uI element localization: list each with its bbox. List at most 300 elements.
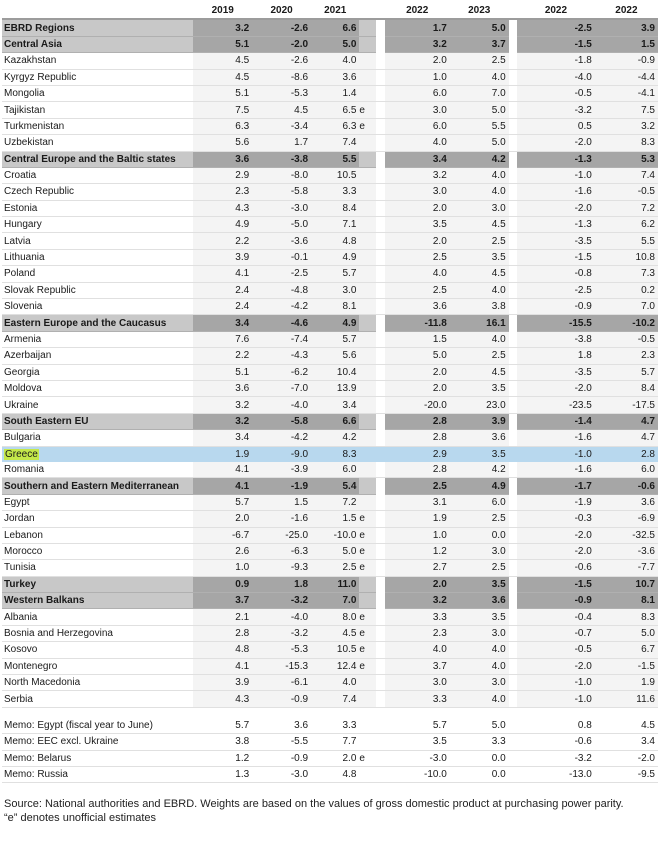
cell-separator: [376, 200, 384, 216]
cell-2022-alt: -4.1: [595, 85, 658, 101]
header-corner: [2, 3, 193, 19]
cell-2019: 2.9: [193, 167, 252, 183]
cell-2022-forecast: 4.0: [385, 266, 450, 282]
cell-2019: 0.9: [193, 576, 252, 592]
region-row: [2, 151, 658, 167]
col-header-2023-forecast: 2023: [450, 3, 509, 19]
cell-2020: -5.5: [252, 734, 311, 750]
cell-separator: [509, 609, 517, 625]
cell-separator: [509, 593, 517, 609]
cell-2023-forecast: 3.0: [450, 200, 509, 216]
cell-separator: [376, 642, 384, 658]
cell-2022-forecast: 1.2: [385, 543, 450, 559]
cell-2022-forecast: 3.1: [385, 494, 450, 510]
cell-separator: [376, 118, 384, 134]
cell-separator: [509, 200, 517, 216]
cell-2023-forecast: 16.1: [450, 315, 509, 331]
cell-2020: -6.2: [252, 364, 311, 380]
cell-2022-forecast: 2.0: [385, 576, 450, 592]
table-row: [2, 135, 658, 151]
row-label: Czech Republic: [2, 184, 193, 200]
cell-2023-forecast: 0.0: [450, 766, 509, 782]
cell-2022-forecast: 5.0: [385, 348, 450, 364]
cell-2022-revision: -1.6: [517, 462, 595, 478]
row-label: Hungary: [2, 217, 193, 233]
cell-2023-forecast: 3.5: [450, 576, 509, 592]
cell-2022-revision: -2.0: [517, 658, 595, 674]
cell-2023-forecast: 2.5: [450, 348, 509, 364]
table-row: [2, 625, 658, 641]
cell-separator: [376, 609, 384, 625]
cell-2023-forecast: 3.6: [450, 593, 509, 609]
region-name: EBRD Regions: [2, 19, 193, 36]
cell-estimate-flag: e: [359, 511, 376, 527]
cell-2020: -3.2: [252, 625, 311, 641]
cell-2022-alt: 5.7: [595, 364, 658, 380]
table-row: [2, 118, 658, 134]
cell-2021: -10.0: [311, 527, 359, 543]
cell-2022-revision: -0.8: [517, 266, 595, 282]
table-row: [2, 348, 658, 364]
cell-estimate-flag: [359, 69, 376, 85]
row-label: Egypt: [2, 494, 193, 510]
cell-2020: -5.8: [252, 184, 311, 200]
cell-2021: 7.4: [311, 691, 359, 707]
cell-2022-forecast: 2.0: [385, 364, 450, 380]
cell-2022-forecast: 4.0: [385, 642, 450, 658]
cell-2023-forecast: 3.9: [450, 413, 509, 429]
cell-estimate-flag: [359, 282, 376, 298]
cell-2022-forecast: -3.0: [385, 750, 450, 766]
cell-2021: 7.2: [311, 494, 359, 510]
row-label: Armenia: [2, 331, 193, 347]
cell-2019: 6.3: [193, 118, 252, 134]
cell-2023-forecast: 3.7: [450, 36, 509, 52]
cell-2019: 5.7: [193, 494, 252, 510]
cell-2019: 4.3: [193, 691, 252, 707]
cell-2019: 4.3: [193, 200, 252, 216]
cell-2022-forecast: 3.2: [385, 36, 450, 52]
col-header-flag: [359, 3, 376, 19]
cell-2019: 2.4: [193, 299, 252, 315]
cell-estimate-flag: [359, 462, 376, 478]
cell-2023-forecast: 4.0: [450, 691, 509, 707]
table-row: [2, 299, 658, 315]
cell-2022-forecast: 1.0: [385, 527, 450, 543]
cell-estimate-flag: [359, 249, 376, 265]
cell-estimate-flag: [359, 266, 376, 282]
cell-2022-alt: -0.9: [595, 53, 658, 69]
cell-2023-forecast: 2.5: [450, 53, 509, 69]
cell-2021: 10.4: [311, 364, 359, 380]
cell-separator: [376, 718, 384, 734]
cell-2022-alt: 1.5: [595, 36, 658, 52]
cell-2019: 1.0: [193, 560, 252, 576]
cell-2019: 4.1: [193, 478, 252, 494]
cell-separator: [509, 576, 517, 592]
region-name: South Eastern EU: [2, 413, 193, 429]
cell-estimate-flag: [359, 53, 376, 69]
cell-2022-revision: -2.0: [517, 380, 595, 396]
cell-2021: 4.5: [311, 625, 359, 641]
table-row: [2, 430, 658, 446]
cell-2022-alt: -32.5: [595, 527, 658, 543]
cell-separator: [509, 151, 517, 167]
cell-estimate-flag: [359, 718, 376, 734]
footnote-source: Source: National authorities and EBRD. Weights are based on the values of gross domestic product at purchasing power parity.: [4, 798, 624, 810]
cell-2022-alt: 5.3: [595, 151, 658, 167]
cell-separator: [376, 348, 384, 364]
cell-2021: 1.5: [311, 511, 359, 527]
cell-2022-forecast: 2.8: [385, 462, 450, 478]
footnote-estimates: “e” denotes unofficial estimates: [4, 812, 157, 824]
table-row: [2, 249, 658, 265]
cell-2021: 6.0: [311, 462, 359, 478]
cell-separator: [376, 36, 384, 52]
cell-separator: [509, 675, 517, 691]
cell-2019: 4.8: [193, 642, 252, 658]
memo-row: [2, 750, 658, 766]
cell-2022-revision: -1.0: [517, 446, 595, 462]
cell-2019: 3.9: [193, 675, 252, 691]
col-header-2022-alt: 2022: [595, 3, 658, 19]
cell-2023-forecast: 4.0: [450, 184, 509, 200]
cell-2021: 3.3: [311, 718, 359, 734]
cell-2022-revision: -1.3: [517, 217, 595, 233]
cell-separator: [376, 397, 384, 413]
spacer-row: [2, 707, 658, 718]
table-row: [2, 217, 658, 233]
cell-estimate-flag: e: [359, 750, 376, 766]
cell-separator: [509, 364, 517, 380]
cell-separator: [509, 413, 517, 429]
cell-2023-forecast: 3.6: [450, 430, 509, 446]
cell-2020: -4.3: [252, 348, 311, 364]
memo-row: [2, 734, 658, 750]
table-row: [2, 184, 658, 200]
cell-2022-forecast: 3.4: [385, 151, 450, 167]
row-label: Romania: [2, 462, 193, 478]
cell-2020: -6.1: [252, 675, 311, 691]
cell-separator: [509, 85, 517, 101]
cell-separator: [376, 593, 384, 609]
table-row: [2, 446, 658, 462]
cell-2019: 7.6: [193, 331, 252, 347]
cell-2022-revision: -1.0: [517, 167, 595, 183]
cell-2022-revision: -1.0: [517, 691, 595, 707]
cell-2022-revision: -3.5: [517, 233, 595, 249]
cell-separator: [376, 217, 384, 233]
cell-separator: [376, 249, 384, 265]
cell-2022-revision: [517, 707, 595, 718]
cell-2022-forecast: 2.8: [385, 430, 450, 446]
cell-2022-alt: -17.5: [595, 397, 658, 413]
cell-separator: [509, 266, 517, 282]
table-row: [2, 167, 658, 183]
cell-2020: -3.4: [252, 118, 311, 134]
cell-2022-forecast: 3.3: [385, 691, 450, 707]
cell-2020: -3.9: [252, 462, 311, 478]
cell-2022-revision: -0.6: [517, 734, 595, 750]
row-label: Lithuania: [2, 249, 193, 265]
row-label: Memo: Belarus: [2, 750, 193, 766]
table-row: [2, 527, 658, 543]
cell-2019: 5.1: [193, 36, 252, 52]
cell-2020: -1.6: [252, 511, 311, 527]
cell-2021: 4.2: [311, 430, 359, 446]
cell-2022-forecast: 3.2: [385, 593, 450, 609]
cell-2022-revision: -1.0: [517, 675, 595, 691]
cell-estimate-flag: [359, 675, 376, 691]
cell-2020: -5.0: [252, 217, 311, 233]
cell-separator: [509, 380, 517, 396]
cell-2021: 4.0: [311, 53, 359, 69]
region-name: Central Asia: [2, 36, 193, 52]
cell-2022-revision: -0.5: [517, 642, 595, 658]
cell-2022-forecast: 3.0: [385, 102, 450, 118]
cell-estimate-flag: [359, 593, 376, 609]
cell-2020: 1.8: [252, 576, 311, 592]
cell-2020: 1.7: [252, 135, 311, 151]
table-row: [2, 658, 658, 674]
cell-2019: 1.3: [193, 766, 252, 782]
cell-2023-forecast: 4.0: [450, 331, 509, 347]
cell-2021: 7.0: [311, 593, 359, 609]
cell-2023-forecast: 2.5: [450, 560, 509, 576]
cell-2019: 3.4: [193, 315, 252, 331]
cell-2022-alt: 8.3: [595, 135, 658, 151]
cell-2019: 3.4: [193, 430, 252, 446]
cell-2020: -8.6: [252, 69, 311, 85]
cell-2021: 5.7: [311, 266, 359, 282]
cell-2020: -4.0: [252, 397, 311, 413]
cell-2022-forecast: 2.7: [385, 560, 450, 576]
cell-estimate-flag: e: [359, 102, 376, 118]
cell-2022-revision: 0.8: [517, 718, 595, 734]
cell-2019: 5.6: [193, 135, 252, 151]
cell-estimate-flag: e: [359, 625, 376, 641]
cell-separator: [376, 413, 384, 429]
cell-separator: [509, 36, 517, 52]
cell-2021: 2.0: [311, 750, 359, 766]
cell-2019: [193, 707, 252, 718]
row-label: Uzbekistan: [2, 135, 193, 151]
cell-2021: 11.0: [311, 576, 359, 592]
cell-separator: [376, 315, 384, 331]
cell-separator: [376, 494, 384, 510]
cell-2022-alt: 5.0: [595, 625, 658, 641]
cell-separator: [509, 331, 517, 347]
row-label: Tajikistan: [2, 102, 193, 118]
cell-estimate-flag: [359, 413, 376, 429]
cell-estimate-flag: [359, 85, 376, 101]
cell-separator: [509, 478, 517, 494]
cell-2023-forecast: 2.5: [450, 511, 509, 527]
region-name: Eastern Europe and the Caucasus: [2, 315, 193, 331]
region-row: [2, 36, 658, 52]
col-header-2021: 2021: [311, 3, 359, 19]
cell-2022-revision: -3.2: [517, 750, 595, 766]
row-label: Poland: [2, 266, 193, 282]
table-row: [2, 675, 658, 691]
cell-2023-forecast: 3.0: [450, 543, 509, 559]
cell-2022-revision: -4.0: [517, 69, 595, 85]
cell-estimate-flag: [359, 135, 376, 151]
cell-2022-forecast: 2.0: [385, 53, 450, 69]
cell-estimate-flag: [359, 707, 376, 718]
col-header-2020: 2020: [252, 3, 311, 19]
cell-2023-forecast: 3.5: [450, 446, 509, 462]
cell-2020: -15.3: [252, 658, 311, 674]
gdp-growth-table: [2, 3, 658, 783]
cell-2022-alt: 3.2: [595, 118, 658, 134]
cell-2022-forecast: 1.7: [385, 19, 450, 36]
cell-2022-alt: 4.7: [595, 413, 658, 429]
cell-2022-alt: 7.0: [595, 299, 658, 315]
row-label: Jordan: [2, 511, 193, 527]
cell-2022-forecast: 3.5: [385, 734, 450, 750]
cell-2023-forecast: 3.0: [450, 675, 509, 691]
cell-estimate-flag: [359, 494, 376, 510]
cell-2022-forecast: 2.3: [385, 625, 450, 641]
cell-2022-alt: -1.5: [595, 658, 658, 674]
cell-2022-alt: 6.7: [595, 642, 658, 658]
cell-2022-alt: 6.2: [595, 217, 658, 233]
cell-2019: 2.3: [193, 184, 252, 200]
cell-separator: [509, 348, 517, 364]
cell-estimate-flag: [359, 430, 376, 446]
cell-2021: 6.5: [311, 102, 359, 118]
cell-2022-forecast: 2.0: [385, 233, 450, 249]
cell-2022-forecast: 2.9: [385, 446, 450, 462]
cell-2020: -0.1: [252, 249, 311, 265]
region-name: Turkey: [2, 576, 193, 592]
cell-2020: 3.6: [252, 718, 311, 734]
cell-estimate-flag: e: [359, 118, 376, 134]
cell-2020: -5.8: [252, 413, 311, 429]
cell-estimate-flag: [359, 364, 376, 380]
row-label: Memo: Russia: [2, 766, 193, 782]
cell-2019: 4.5: [193, 53, 252, 69]
cell-separator: [509, 118, 517, 134]
region-row: [2, 478, 658, 494]
cell-2021: 7.7: [311, 734, 359, 750]
cell-2022-revision: -2.5: [517, 282, 595, 298]
cell-separator: [509, 642, 517, 658]
cell-2022-revision: -2.0: [517, 200, 595, 216]
col-header-2019: 2019: [193, 3, 252, 19]
cell-2022-alt: 5.5: [595, 233, 658, 249]
cell-2020: -4.2: [252, 430, 311, 446]
table-header-row: [2, 3, 658, 19]
cell-separator: [376, 707, 384, 718]
table-row: [2, 69, 658, 85]
cell-2022-revision: -2.5: [517, 19, 595, 36]
cell-estimate-flag: [359, 167, 376, 183]
cell-2022-alt: 11.6: [595, 691, 658, 707]
cell-2022-alt: -0.6: [595, 478, 658, 494]
cell-separator: [509, 315, 517, 331]
cell-2022-forecast: 4.0: [385, 135, 450, 151]
cell-2022-revision: -1.7: [517, 478, 595, 494]
cell-2022-revision: -0.9: [517, 593, 595, 609]
cell-2020: -6.3: [252, 543, 311, 559]
cell-2023-forecast: 5.0: [450, 718, 509, 734]
cell-2022-alt: 2.3: [595, 348, 658, 364]
cell-2019: 4.9: [193, 217, 252, 233]
cell-estimate-flag: [359, 397, 376, 413]
cell-2022-forecast: 1.5: [385, 331, 450, 347]
cell-2021: 7.4: [311, 135, 359, 151]
cell-2021: 4.8: [311, 766, 359, 782]
cell-2019: 3.2: [193, 413, 252, 429]
cell-2019: 4.1: [193, 266, 252, 282]
cell-separator: [509, 184, 517, 200]
cell-2022-forecast: 2.5: [385, 282, 450, 298]
cell-estimate-flag: [359, 576, 376, 592]
cell-2022-forecast: 3.3: [385, 609, 450, 625]
cell-2022-alt: 7.5: [595, 102, 658, 118]
table-row: [2, 200, 658, 216]
cell-estimate-flag: [359, 331, 376, 347]
cell-separator: [376, 184, 384, 200]
row-label: Montenegro: [2, 658, 193, 674]
cell-2022-alt: 3.4: [595, 734, 658, 750]
cell-estimate-flag: [359, 19, 376, 36]
col-header-2022-revision: 2022: [517, 3, 595, 19]
cell-2023-forecast: 3.5: [450, 249, 509, 265]
cell-2021: 6.6: [311, 413, 359, 429]
row-label: Bulgaria: [2, 430, 193, 446]
cell-2019: 3.2: [193, 397, 252, 413]
cell-2022-forecast: -11.8: [385, 315, 450, 331]
cell-2020: -8.0: [252, 167, 311, 183]
row-label: Azerbaijan: [2, 348, 193, 364]
cell-2019: -6.7: [193, 527, 252, 543]
row-label: Morocco: [2, 543, 193, 559]
cell-separator: [376, 266, 384, 282]
row-label: North Macedonia: [2, 675, 193, 691]
cell-2021: 4.0: [311, 675, 359, 691]
cell-2022-revision: 1.8: [517, 348, 595, 364]
cell-2021: 3.0: [311, 282, 359, 298]
cell-2019: 2.0: [193, 511, 252, 527]
cell-2019: 2.2: [193, 348, 252, 364]
cell-2021: 8.1: [311, 299, 359, 315]
cell-2023-forecast: 5.0: [450, 102, 509, 118]
cell-2022-revision: -13.0: [517, 766, 595, 782]
cell-separator: [509, 511, 517, 527]
cell-2022-alt: 3.6: [595, 494, 658, 510]
cell-2022-forecast: 1.0: [385, 69, 450, 85]
cell-2022-alt: -4.4: [595, 69, 658, 85]
cell-separator: [509, 430, 517, 446]
cell-2020: -9.0: [252, 446, 311, 462]
cell-2022-alt: 7.4: [595, 167, 658, 183]
cell-2023-forecast: 7.0: [450, 85, 509, 101]
cell-2022-alt: -3.6: [595, 543, 658, 559]
row-label: [2, 707, 193, 718]
cell-2020: -1.9: [252, 478, 311, 494]
cell-2019: 4.1: [193, 462, 252, 478]
cell-separator: [509, 691, 517, 707]
cell-2023-forecast: 4.0: [450, 642, 509, 658]
cell-2022-alt: 6.0: [595, 462, 658, 478]
cell-2022-revision: -23.5: [517, 397, 595, 413]
cell-2020: -4.2: [252, 299, 311, 315]
cell-2023-forecast: 4.2: [450, 151, 509, 167]
cell-separator: [509, 167, 517, 183]
